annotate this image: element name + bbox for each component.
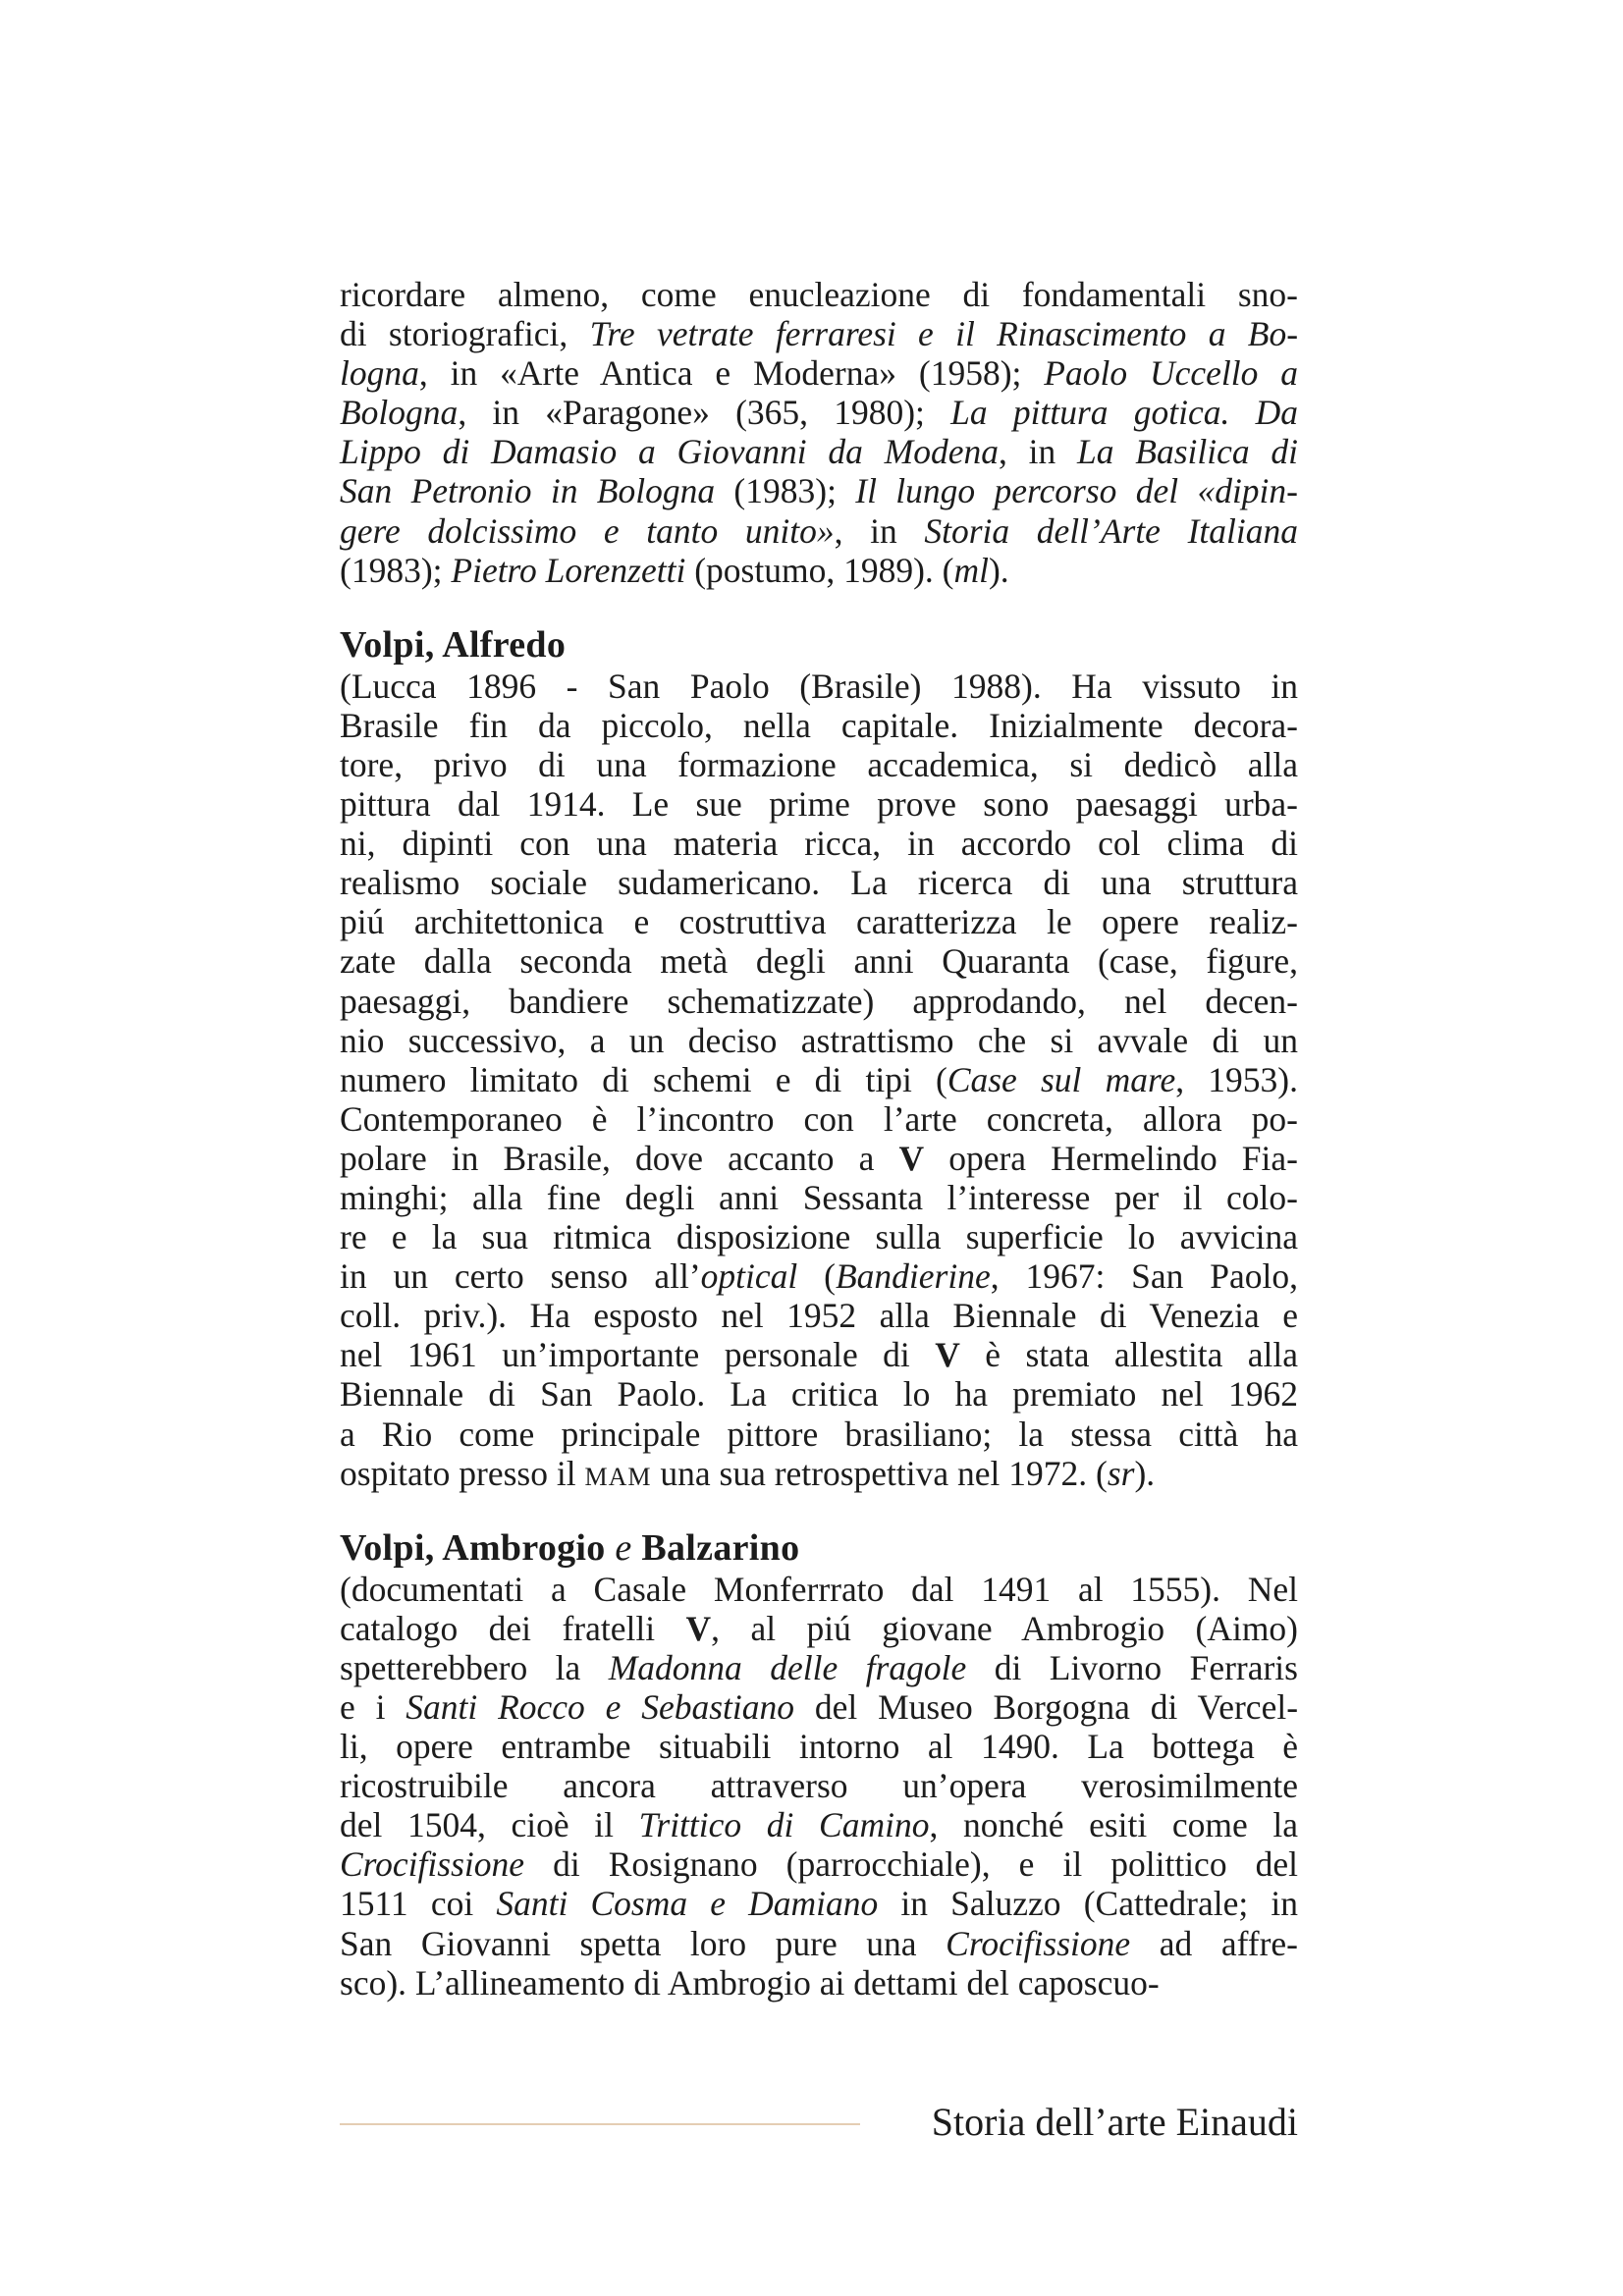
text-run: ospitato presso il [340, 1453, 585, 1493]
text-run: , 1953). [1175, 1059, 1298, 1099]
text-line [340, 1727, 1298, 1766]
text-run: (Lucca 1896 - San Paolo (Brasile) 1988). Ha vissuto in [340, 666, 1298, 706]
text-line [340, 1099, 1298, 1139]
entry-body [340, 667, 1298, 1493]
text-line [340, 667, 1298, 706]
text-run: una sua retrospettiva nel 1972. ( [651, 1453, 1108, 1493]
text-line [340, 863, 1298, 902]
text-run: Biennale di San Paolo. La critica lo ha premiato nel 1962 [340, 1374, 1298, 1415]
italic-run: sr [1107, 1453, 1135, 1493]
text-line [340, 1687, 1298, 1727]
text-line [340, 1609, 1298, 1648]
footer-title: Storia dell’arte Einaudi [931, 2100, 1298, 2144]
bold-run: V [685, 1608, 712, 1648]
bold-run: V [935, 1335, 960, 1375]
entry-gap [340, 1493, 1298, 1526]
text-line [340, 784, 1298, 824]
text-run: Brasile fin da piccolo, nella capitale. Inizialmente decora- [340, 705, 1298, 745]
text-run: ( [797, 1256, 836, 1297]
text-run: , in «Paragone» (365, 1980); [458, 393, 951, 433]
text-run: polare in Brasile, dove accanto a [340, 1138, 899, 1178]
text-run: piú architettonica e costruttiva caratterizza le opere realiz- [340, 902, 1298, 942]
text-run: , 1967: San Paolo, [990, 1256, 1298, 1297]
text-line [340, 1963, 1298, 2002]
text-line [340, 432, 1298, 471]
small-caps-run: MAM [584, 1462, 652, 1491]
text-run: paesaggi, bandiere schematizzate) approdando, nel decen- [340, 981, 1298, 1021]
text-line [340, 511, 1298, 551]
text-run: (postumo, 1989). ( [685, 550, 954, 590]
text-line [340, 1139, 1298, 1178]
italic-run: San Petronio in Bologna [340, 471, 716, 511]
text-line [340, 1570, 1298, 1609]
italic-run: Crocifissione [340, 1844, 525, 1885]
text-run: , in [998, 432, 1078, 472]
footer-rule [340, 2123, 860, 2125]
text-run: di Livorno Ferraris [966, 1647, 1298, 1687]
text-run: spetterebbero la [340, 1647, 609, 1687]
text-run: , nonché esiti come la [929, 1805, 1298, 1845]
italic-run: Lippo di Damasio a Giovanni da Modena [340, 432, 999, 472]
text-run: ). [988, 550, 1009, 590]
text-line [340, 1924, 1298, 1963]
italic-run: Madonna delle fragole [608, 1647, 967, 1687]
text-line [340, 1648, 1298, 1687]
text-run: Volpi, Alfredo [340, 623, 567, 666]
text-run: del 1504, cioè il [340, 1805, 639, 1845]
page-footer [340, 2098, 1298, 2147]
text-run: realismo sociale sudamericano. La ricerca di una struttura [340, 863, 1298, 903]
text-line [340, 1256, 1298, 1296]
text-line [340, 1060, 1298, 1099]
italic-run: logna [340, 353, 419, 394]
text-run: , in «Arte Antica e Moderna» (1958); [418, 353, 1045, 394]
text-run: (documentati a Casale Monferrrato dal 1491 al 1555). Nel [340, 1569, 1298, 1609]
italic-run: Santi Cosma e Damiano [496, 1884, 879, 1924]
italic-run: Santi Rocco e Sebastiano [406, 1687, 795, 1727]
text-line [340, 941, 1298, 981]
italic-run: Bologna [340, 393, 459, 433]
text-line [340, 1374, 1298, 1414]
text-line [340, 1454, 1298, 1493]
text-run: minghi; alla fine degli anni Sessanta l’interesse per il colo- [340, 1177, 1298, 1217]
text-run: nel 1961 un’importante personale di [340, 1335, 936, 1375]
text-run: zate dalla seconda metà degli anni Quaranta (case, figure, [340, 941, 1298, 982]
entries [340, 590, 1298, 2002]
text-line [340, 275, 1298, 314]
text-line [340, 1296, 1298, 1335]
text-run: numero limitato di schemi e di tipi ( [340, 1059, 947, 1099]
text-run: ricostruibile ancora attraverso un’opera verosimilmente [340, 1766, 1298, 1806]
text-line [340, 706, 1298, 745]
dictionary-entry [340, 1526, 1298, 2002]
text-run: pittura dal 1914. Le sue prime prove sono paesaggi urba- [340, 784, 1298, 825]
italic-run: optical [700, 1256, 798, 1297]
text-run: in Saluzzo (Cattedrale; in [878, 1884, 1299, 1924]
text-line [340, 1335, 1298, 1374]
text-run: e i [340, 1687, 406, 1727]
italic-run: Storia dell’Arte Italiana [924, 510, 1298, 551]
text-run: , al piú giovane Ambrogio (Aimo) [711, 1608, 1299, 1648]
text-line [340, 1766, 1298, 1805]
italic-run: Crocifissione [946, 1923, 1131, 1963]
text-run: San Giovanni spetta loro pure una [340, 1923, 947, 1963]
text-line [340, 1844, 1298, 1884]
text-run: in un certo senso all’ [340, 1256, 701, 1297]
entry-heading [340, 623, 1298, 667]
text-run: tore, privo di una formazione accademica, si dedicò alla [340, 744, 1298, 784]
text-line [340, 393, 1298, 432]
text-line [340, 471, 1298, 510]
text-line [340, 1884, 1298, 1923]
italic-run: e [615, 1526, 632, 1569]
text-run: del Museo Borgogna di Vercel- [794, 1687, 1299, 1727]
italic-run: La pittura gotica. Da [950, 393, 1298, 433]
text-line [340, 1021, 1298, 1060]
text-run: ad affre- [1130, 1923, 1298, 1963]
italic-run: Case sul mare [947, 1059, 1176, 1099]
text-line [340, 1805, 1298, 1844]
italic-run: gere dolcissimo e tanto unito» [340, 510, 835, 551]
entry-gap [340, 590, 1298, 623]
italic-run: ml [953, 550, 989, 590]
italic-run: Tre vetrate ferraresi e il Rinascimento a Bo- [589, 314, 1299, 354]
italic-run: La Basilica di [1077, 432, 1299, 472]
text-run: ni, dipinti con una materia ricca, in accordo col clima di [340, 824, 1298, 864]
text-line [340, 314, 1298, 353]
text-run: coll. priv.). Ha esposto nel 1952 alla Biennale di Venezia e [340, 1296, 1298, 1336]
text-line [340, 982, 1298, 1021]
text-run: (1983); [715, 471, 856, 511]
text-run: Volpi, Ambrogio [340, 1526, 616, 1569]
intro-paragraph [340, 275, 1298, 590]
italic-run: Trittico di Camino [638, 1805, 930, 1845]
italic-run: Il lungo percorso del «dipin- [855, 471, 1298, 511]
text-run: nio successivo, a un deciso astrattismo che si avvale di un [340, 1020, 1298, 1060]
text-run: opera Hermelindo Fia- [924, 1138, 1298, 1178]
text-run: Balzarino [631, 1526, 800, 1569]
text-run: sco). L’allineamento di Ambrogio ai dettami del caposcuo- [340, 1962, 1160, 2002]
text-line [340, 824, 1298, 863]
text-line [340, 551, 1298, 590]
text-line [340, 745, 1298, 784]
text-line [340, 902, 1298, 941]
text-run: ). [1134, 1453, 1156, 1493]
text-run: , in [834, 510, 925, 551]
text-run: a Rio come principale pittore brasiliano; la stessa città ha [340, 1414, 1298, 1454]
text-line [340, 1217, 1298, 1256]
text-run: (1983); [340, 550, 452, 590]
entry-heading [340, 1526, 1298, 1570]
text-run: ricordare almeno, come enucleazione di fondamentali sno- [340, 275, 1298, 314]
text-run: Contemporaneo è l’incontro con l’arte concreta, allora po- [340, 1098, 1298, 1139]
text-line [340, 1415, 1298, 1454]
text-line [340, 353, 1298, 393]
text-run: 1511 coi [340, 1884, 497, 1924]
text-run: è stata allestita alla [959, 1335, 1298, 1375]
page-body [340, 275, 1298, 2002]
text-run: di Rosignano (parrocchiale), e il polittico del [524, 1844, 1298, 1885]
text-run: di storiografici, [340, 314, 590, 354]
text-run: li, opere entrambe situabili intorno al 1490. La bottega è [340, 1727, 1298, 1767]
bold-run: V [898, 1138, 925, 1178]
text-line [340, 1178, 1298, 1217]
italic-run: Bandierine [835, 1256, 991, 1297]
text-run: re e la sua ritmica disposizione sulla superficie lo avvicina [340, 1217, 1298, 1257]
italic-run: Paolo Uccello a [1044, 353, 1298, 394]
dictionary-entry [340, 623, 1298, 1493]
entry-body [340, 1570, 1298, 2002]
italic-run: Pietro Lorenzetti [451, 550, 686, 590]
text-run: catalogo dei fratelli [340, 1608, 686, 1648]
